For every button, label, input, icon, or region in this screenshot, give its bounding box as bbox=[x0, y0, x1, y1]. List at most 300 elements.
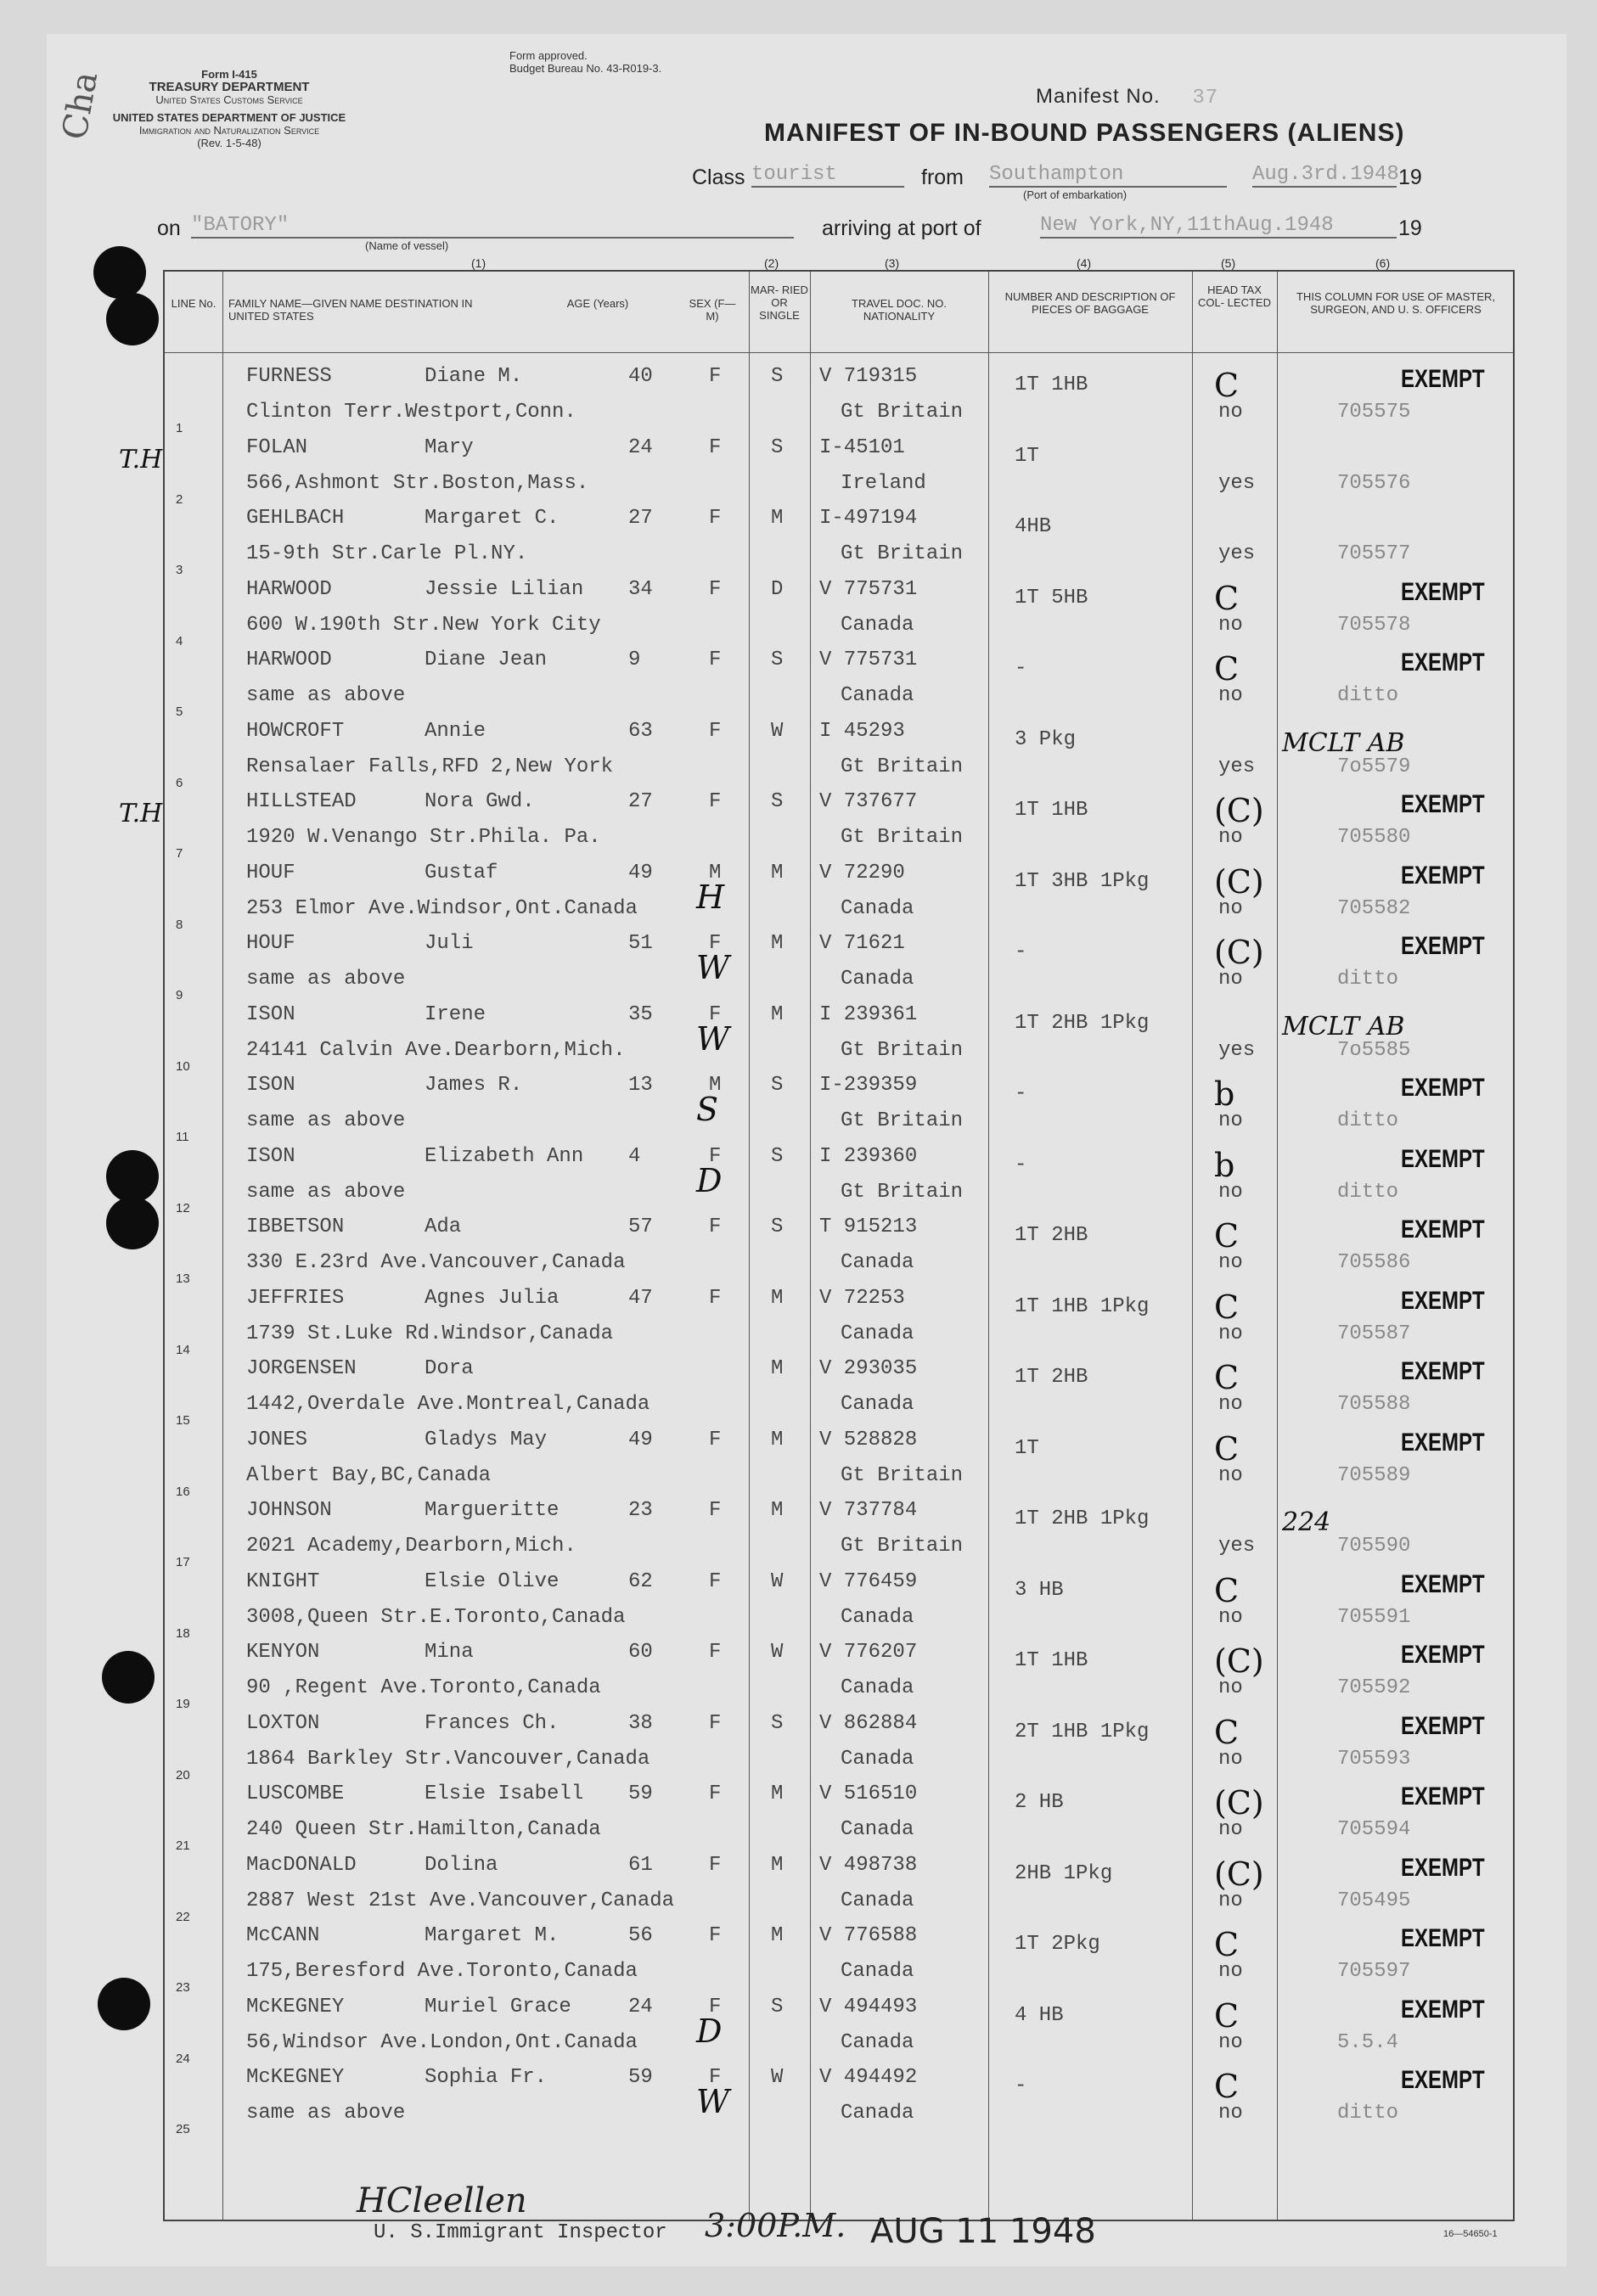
marital-status: S bbox=[771, 1144, 784, 1168]
sex: F bbox=[709, 1569, 722, 1593]
sex: F bbox=[709, 790, 722, 813]
marital-status: S bbox=[771, 435, 784, 459]
age: 49 bbox=[628, 861, 653, 884]
head-tax: no bbox=[1218, 401, 1243, 424]
binder-hole bbox=[106, 293, 159, 345]
col-num-4: (4) bbox=[1077, 256, 1092, 270]
exempt-stamp: EXEMPT bbox=[1401, 1711, 1485, 1740]
given-name: Mary bbox=[425, 435, 474, 459]
line-number: 25 bbox=[176, 2122, 190, 2136]
year-label-2: 19 bbox=[1398, 216, 1422, 240]
destination: 600 W.190th Str.New York City bbox=[246, 613, 601, 637]
head-tax: no bbox=[1218, 1818, 1243, 1841]
travel-doc-no: V 862884 bbox=[819, 1711, 918, 1735]
family-name: HOWCROFT bbox=[246, 719, 345, 743]
sex: F bbox=[709, 1144, 722, 1168]
head-tax-mark: C bbox=[1214, 1571, 1240, 1609]
departure-date: Aug.3rd.1948 bbox=[1252, 163, 1399, 186]
line-number: 13 bbox=[176, 1272, 190, 1286]
family-name: LOXTON bbox=[246, 1711, 320, 1735]
col-divider bbox=[988, 272, 989, 2220]
given-name: Elizabeth Ann bbox=[425, 1144, 584, 1168]
family-name: KENYON bbox=[246, 1641, 320, 1664]
head-tax-mark: C bbox=[1214, 1217, 1240, 1255]
travel-doc-no: T 915213 bbox=[819, 1215, 918, 1238]
handwritten-note: MCLT AB bbox=[1282, 1011, 1405, 1041]
sex: M bbox=[709, 861, 722, 884]
nationality: Canada bbox=[841, 1818, 914, 1841]
officer-note: 5.5.4 bbox=[1337, 2030, 1399, 2054]
line-number: 21 bbox=[176, 1838, 190, 1853]
destination: 3008,Queen Str.E.Toronto,Canada bbox=[246, 1605, 626, 1629]
nationality: Gt Britain bbox=[841, 1463, 964, 1487]
given-name: Dora bbox=[425, 1357, 474, 1380]
marital-status: S bbox=[771, 1215, 784, 1238]
col-divider bbox=[810, 272, 811, 2220]
travel-doc-no: V 72290 bbox=[819, 861, 905, 884]
age: 38 bbox=[628, 1711, 653, 1735]
age: 13 bbox=[628, 1074, 653, 1097]
nationality: Gt Britain bbox=[841, 542, 964, 565]
class-label: Class bbox=[692, 166, 745, 189]
head-tax: no bbox=[1218, 684, 1243, 707]
relationship-mark: W bbox=[696, 2083, 730, 2120]
officer-note: ditto bbox=[1337, 1180, 1399, 1204]
margin-initials: T.H bbox=[119, 444, 163, 474]
exempt-stamp: EXEMPT bbox=[1401, 1995, 1485, 2024]
destination: 253 Elmor Ave.Windsor,Ont.Canada bbox=[246, 896, 638, 920]
travel-doc-no: V 737677 bbox=[819, 790, 918, 813]
travel-doc-no: I 239360 bbox=[819, 1144, 918, 1168]
travel-doc-no: V 494493 bbox=[819, 1995, 918, 2018]
treasury-dept: TREASURY DEPARTMENT bbox=[149, 80, 310, 94]
age: 61 bbox=[628, 1853, 653, 1877]
line-number: 19 bbox=[176, 1697, 190, 1711]
head-tax: no bbox=[1218, 1109, 1243, 1132]
year-label-1: 19 bbox=[1398, 166, 1422, 189]
signature: HCleellen bbox=[357, 2181, 527, 2220]
baggage: 1T 2HB bbox=[1015, 1224, 1088, 1247]
relationship-mark: D bbox=[696, 1161, 723, 1199]
nationality: Gt Britain bbox=[841, 826, 964, 849]
given-name: James R. bbox=[425, 1074, 523, 1097]
form-approval bbox=[509, 49, 747, 75]
family-name: McKEGNEY bbox=[246, 2066, 345, 2089]
exempt-stamp: EXEMPT bbox=[1401, 861, 1485, 890]
nationality: Canada bbox=[841, 1747, 914, 1771]
age: 62 bbox=[628, 1569, 653, 1593]
head-tax: no bbox=[1218, 2102, 1243, 2125]
officer-note: 705589 bbox=[1337, 1463, 1411, 1487]
marital-status: M bbox=[771, 1782, 784, 1805]
marital-status: S bbox=[771, 790, 784, 813]
exempt-stamp: EXEMPT bbox=[1401, 577, 1485, 606]
officer-note: 705593 bbox=[1337, 1747, 1411, 1771]
baggage: - bbox=[1015, 1082, 1027, 1105]
age: 35 bbox=[628, 1002, 653, 1026]
th-head-tax: HEAD TAX COL- LECTED bbox=[1198, 283, 1271, 309]
officer-note: 705586 bbox=[1337, 1251, 1411, 1274]
age: 9 bbox=[628, 648, 641, 671]
given-name: Elsie Olive bbox=[425, 1569, 560, 1593]
baggage: 1T 1HB bbox=[1015, 373, 1088, 396]
nationality: Ireland bbox=[841, 471, 926, 495]
nationality: Gt Britain bbox=[841, 1535, 964, 1558]
officer-note: ditto bbox=[1337, 684, 1399, 707]
col-num-1: (1) bbox=[471, 256, 486, 270]
given-name: Mina bbox=[425, 1641, 474, 1664]
baggage: 3 Pkg bbox=[1015, 727, 1077, 751]
sex: F bbox=[709, 1002, 722, 1026]
nationality: Canada bbox=[841, 684, 914, 707]
family-name: HARWOOD bbox=[246, 648, 332, 671]
family-name: HOUF bbox=[246, 861, 295, 884]
head-tax-mark: C bbox=[1214, 579, 1240, 617]
family-name: HARWOOD bbox=[246, 577, 332, 601]
family-name: FURNESS bbox=[246, 365, 332, 388]
travel-doc-no: I-497194 bbox=[819, 507, 918, 530]
exempt-stamp: EXEMPT bbox=[1401, 1215, 1485, 1243]
on-label: on bbox=[157, 216, 181, 240]
marital-status: M bbox=[771, 1428, 784, 1451]
form-header bbox=[102, 68, 357, 149]
age: 49 bbox=[628, 1428, 653, 1451]
nationality: Gt Britain bbox=[841, 755, 964, 778]
head-tax-mark: C bbox=[1214, 1926, 1240, 1963]
head-tax-mark: b bbox=[1214, 1146, 1235, 1184]
travel-doc-no: V 494492 bbox=[819, 2066, 918, 2089]
given-name: Dolina bbox=[425, 1853, 498, 1877]
travel-doc-no: V 776588 bbox=[819, 1924, 918, 1947]
given-name: Frances Ch. bbox=[425, 1711, 560, 1735]
sex: F bbox=[709, 1711, 722, 1735]
officer-note: 705582 bbox=[1337, 896, 1411, 920]
nationality: Canada bbox=[841, 613, 914, 637]
destination: Rensalaer Falls,RFD 2,New York bbox=[246, 755, 614, 778]
line-number: 16 bbox=[176, 1484, 190, 1499]
age: 63 bbox=[628, 719, 653, 743]
inspector-label: U. S.Immigrant Inspector bbox=[374, 2221, 667, 2244]
baggage: 2T 1HB 1Pkg bbox=[1015, 1720, 1150, 1743]
vessel-caption: (Name of vessel) bbox=[365, 239, 449, 252]
sex: F bbox=[709, 719, 722, 743]
given-name: Diane M. bbox=[425, 365, 523, 388]
baggage: - bbox=[1015, 2074, 1027, 2097]
sex: F bbox=[709, 932, 722, 955]
age: 40 bbox=[628, 365, 653, 388]
baggage: 1T 3HB 1Pkg bbox=[1015, 869, 1150, 893]
age: 59 bbox=[628, 1782, 653, 1805]
head-tax: no bbox=[1218, 1180, 1243, 1204]
given-name: Ada bbox=[425, 1215, 462, 1238]
age: 56 bbox=[628, 1924, 653, 1947]
given-name: Nora Gwd. bbox=[425, 790, 535, 813]
head-tax-mark: (C) bbox=[1214, 1855, 1264, 1893]
th-officers: THIS COLUMN FOR USE OF MASTER, SURGEON, AND U. S. OFFICERS bbox=[1296, 290, 1495, 316]
handwritten-note: 224 bbox=[1282, 1507, 1331, 1537]
th-married: MAR- RIED OR SINGLE bbox=[751, 283, 808, 322]
line-number: 6 bbox=[176, 775, 183, 790]
given-name: Irene bbox=[425, 1002, 486, 1026]
given-name: Gladys May bbox=[425, 1428, 548, 1451]
marital-status: D bbox=[771, 577, 784, 601]
line-number: 7 bbox=[176, 846, 183, 861]
manifest-number bbox=[1036, 85, 1218, 109]
officer-note: 705597 bbox=[1337, 1960, 1411, 1983]
family-name: MacDONALD bbox=[246, 1853, 357, 1877]
family-name: HILLSTEAD bbox=[246, 790, 357, 813]
nationality: Canada bbox=[841, 1251, 914, 1274]
nationality: Canada bbox=[841, 968, 914, 991]
port-caption: (Port of embarkation) bbox=[1023, 188, 1127, 201]
exempt-stamp: EXEMPT bbox=[1401, 648, 1485, 676]
officer-note: 705576 bbox=[1337, 471, 1411, 495]
age: 27 bbox=[628, 507, 653, 530]
head-tax: no bbox=[1218, 1393, 1243, 1416]
officer-note: 705575 bbox=[1337, 401, 1411, 424]
head-tax-mark: C bbox=[1214, 1359, 1240, 1396]
head-tax-mark: C bbox=[1214, 1996, 1240, 2035]
given-name: Juli bbox=[425, 932, 474, 955]
destination: same as above bbox=[246, 1109, 406, 1132]
family-name: JORGENSEN bbox=[246, 1357, 357, 1380]
marital-status: M bbox=[771, 1002, 784, 1026]
travel-doc-no: I 239361 bbox=[819, 1002, 918, 1026]
head-tax: yes bbox=[1218, 1535, 1256, 1558]
exempt-stamp: EXEMPT bbox=[1401, 1924, 1485, 1952]
travel-doc-no: V 71621 bbox=[819, 932, 905, 955]
baggage: 4 HB bbox=[1015, 2003, 1064, 2027]
marital-status: S bbox=[771, 648, 784, 671]
destination: Albert Bay,BC,Canada bbox=[246, 1463, 492, 1487]
marital-status: S bbox=[771, 365, 784, 388]
baggage: 1T 1HB 1Pkg bbox=[1015, 1294, 1150, 1318]
travel-doc-no: V 737784 bbox=[819, 1499, 918, 1522]
officer-note: 705591 bbox=[1337, 1605, 1411, 1629]
line-number: 23 bbox=[176, 1980, 190, 1995]
destination: 24141 Calvin Ave.Dearborn,Mich. bbox=[246, 1038, 626, 1062]
head-tax-mark: C bbox=[1214, 650, 1240, 688]
line-number: 8 bbox=[176, 917, 183, 932]
marital-status: W bbox=[771, 1641, 784, 1664]
line-number: 9 bbox=[176, 988, 183, 1002]
head-tax: no bbox=[1218, 1676, 1243, 1699]
class-value: tourist bbox=[751, 163, 904, 188]
arrival-port: New York,NY,11thAug.1948 bbox=[1040, 214, 1397, 239]
binder-hole bbox=[106, 1197, 159, 1249]
travel-doc-no: V 498738 bbox=[819, 1853, 918, 1877]
family-name: GEHLBACH bbox=[246, 507, 345, 530]
destination: 1739 St.Luke Rd.Windsor,Canada bbox=[246, 1322, 614, 1345]
line-number: 18 bbox=[176, 1625, 190, 1641]
baggage: 1T 1HB bbox=[1015, 799, 1088, 822]
exempt-stamp: EXEMPT bbox=[1401, 1428, 1485, 1457]
travel-doc-no: V 776459 bbox=[819, 1569, 918, 1593]
sex: F bbox=[709, 2066, 722, 2089]
sex: F bbox=[709, 1499, 722, 1522]
head-tax: no bbox=[1218, 1960, 1243, 1983]
form-number: Form I-415 bbox=[201, 68, 257, 81]
given-name: Gustaf bbox=[425, 861, 498, 884]
officer-note: 705590 bbox=[1337, 1535, 1411, 1558]
age: 4 bbox=[628, 1144, 641, 1168]
head-tax-mark: (C) bbox=[1214, 792, 1264, 829]
col-num-5: (5) bbox=[1221, 256, 1236, 270]
line-number: 11 bbox=[176, 1130, 189, 1144]
binder-hole bbox=[106, 1150, 159, 1203]
head-tax: no bbox=[1218, 1747, 1243, 1771]
age: 34 bbox=[628, 577, 653, 601]
sex: F bbox=[709, 1782, 722, 1805]
family-name: ISON bbox=[246, 1002, 295, 1026]
officer-note: ditto bbox=[1337, 968, 1399, 991]
destination: same as above bbox=[246, 968, 406, 991]
th-age: AGE (Years) bbox=[566, 297, 629, 310]
head-tax: no bbox=[1218, 826, 1243, 849]
age: 47 bbox=[628, 1286, 653, 1310]
binder-hole bbox=[93, 246, 146, 299]
travel-doc-no: I-239359 bbox=[819, 1074, 918, 1097]
exempt-stamp: EXEMPT bbox=[1401, 1286, 1485, 1315]
binder-hole bbox=[98, 1978, 150, 2030]
family-name: ISON bbox=[246, 1074, 295, 1097]
head-tax-mark: (C) bbox=[1214, 1784, 1264, 1822]
line-number: 5 bbox=[176, 705, 183, 719]
nationality: Canada bbox=[841, 1676, 914, 1699]
arriving-label: arriving at port of bbox=[822, 216, 981, 240]
destination: same as above bbox=[246, 684, 406, 707]
destination: same as above bbox=[246, 1180, 406, 1204]
form-code: 16—54650-1 bbox=[1443, 2229, 1498, 2239]
destination: 175,Beresford Ave.Toronto,Canada bbox=[246, 1960, 638, 1983]
given-name: Margaret C. bbox=[425, 507, 560, 530]
officer-note: ditto bbox=[1337, 1109, 1399, 1132]
sex: F bbox=[709, 365, 722, 388]
line-number: 2 bbox=[176, 491, 183, 507]
col-num-2: (2) bbox=[764, 256, 779, 270]
baggage: 3 HB bbox=[1015, 1578, 1064, 1602]
vessel-name: "BATORY" bbox=[191, 214, 794, 239]
given-name: Diane Jean bbox=[425, 648, 548, 671]
sex: F bbox=[709, 1428, 722, 1451]
col-divider bbox=[749, 272, 750, 2220]
head-tax: no bbox=[1218, 1251, 1243, 1274]
line-number: 14 bbox=[176, 1342, 190, 1357]
nationality: Canada bbox=[841, 2030, 914, 2054]
head-tax-mark: C bbox=[1214, 1288, 1240, 1326]
exempt-stamp: EXEMPT bbox=[1401, 1853, 1485, 1882]
age: 24 bbox=[628, 435, 653, 459]
age: 23 bbox=[628, 1499, 653, 1522]
head-tax-mark: C bbox=[1214, 1429, 1240, 1468]
head-tax-mark: b bbox=[1214, 1075, 1235, 1113]
officer-note: 705592 bbox=[1337, 1676, 1411, 1699]
nationality: Canada bbox=[841, 1889, 914, 1912]
family-name: FOLAN bbox=[246, 435, 308, 459]
sex: F bbox=[709, 648, 722, 671]
nationality: Canada bbox=[841, 896, 914, 920]
col-divider bbox=[1277, 272, 1278, 2220]
travel-doc-no: V 775731 bbox=[819, 648, 918, 671]
exempt-stamp: EXEMPT bbox=[1401, 790, 1485, 818]
family-name: IBBETSON bbox=[246, 1215, 345, 1238]
marital-status: M bbox=[771, 1924, 784, 1947]
age: 59 bbox=[628, 2066, 653, 2089]
sex: F bbox=[709, 1641, 722, 1664]
baggage: - bbox=[1015, 657, 1027, 680]
marital-status: S bbox=[771, 1711, 784, 1735]
travel-doc-no: V 516510 bbox=[819, 1782, 918, 1805]
sex: F bbox=[709, 577, 722, 601]
sex: F bbox=[709, 1924, 722, 1947]
exempt-stamp: EXEMPT bbox=[1401, 1569, 1485, 1598]
margin-initials: T.H bbox=[119, 799, 163, 828]
travel-doc-no: I-45101 bbox=[819, 435, 905, 459]
exempt-stamp: EXEMPT bbox=[1401, 1782, 1485, 1810]
nationality: Canada bbox=[841, 1960, 914, 1983]
line-number: 10 bbox=[176, 1058, 190, 1074]
baggage: 1T 2HB 1Pkg bbox=[1015, 1507, 1150, 1530]
th-sex: SEX (F—M) bbox=[689, 297, 736, 323]
family-name: JOHNSON bbox=[246, 1499, 332, 1522]
head-tax: no bbox=[1218, 1463, 1243, 1487]
line-number: 17 bbox=[176, 1555, 190, 1569]
destination: 566,Ashmont Str.Boston,Mass. bbox=[246, 471, 589, 495]
sex: F bbox=[709, 1853, 722, 1877]
marital-status: W bbox=[771, 2066, 784, 2089]
marital-status: S bbox=[771, 1995, 784, 2018]
destination: 330 E.23rd Ave.Vancouver,Canada bbox=[246, 1251, 626, 1274]
head-tax: no bbox=[1218, 968, 1243, 991]
travel-doc-no: V 776207 bbox=[819, 1641, 918, 1664]
baggage: 1T 1HB bbox=[1015, 1649, 1088, 1672]
marital-status: M bbox=[771, 1853, 784, 1877]
head-tax: yes bbox=[1218, 542, 1256, 565]
travel-doc-no: V 775731 bbox=[819, 577, 918, 601]
inspection-time: 3:00P.M. bbox=[705, 2207, 846, 2244]
head-tax: no bbox=[1218, 2030, 1243, 2054]
family-name: McCANN bbox=[246, 1924, 320, 1947]
line-number: 22 bbox=[176, 1909, 190, 1924]
handwritten-note: MCLT AB bbox=[1282, 727, 1405, 758]
nationality: Gt Britain bbox=[841, 1180, 964, 1204]
head-tax: yes bbox=[1218, 471, 1256, 495]
manifest-no-value: 37 bbox=[1192, 87, 1219, 109]
justice-dept: UNITED STATES DEPARTMENT OF JUSTICE bbox=[112, 111, 346, 124]
officer-note: 705577 bbox=[1337, 542, 1411, 565]
line-number: 20 bbox=[176, 1767, 190, 1782]
age: 57 bbox=[628, 1215, 653, 1238]
officer-note: 7o5585 bbox=[1337, 1038, 1411, 1062]
head-tax: no bbox=[1218, 896, 1243, 920]
sex: F bbox=[709, 1215, 722, 1238]
marital-status: M bbox=[771, 1357, 784, 1380]
given-name: Muriel Grace bbox=[425, 1995, 571, 2018]
head-tax-mark: C bbox=[1214, 1713, 1240, 1751]
head-tax-mark: (C) bbox=[1214, 934, 1264, 971]
officer-note: 705580 bbox=[1337, 826, 1411, 849]
line-number: 15 bbox=[176, 1413, 190, 1428]
marital-status: W bbox=[771, 719, 784, 743]
family-name: McKEGNEY bbox=[246, 1995, 345, 2018]
head-tax-mark: (C) bbox=[1214, 1642, 1264, 1680]
baggage: 1T 2Pkg bbox=[1015, 1933, 1100, 1956]
officer-note: 705587 bbox=[1337, 1322, 1411, 1345]
relationship-mark: S bbox=[696, 1091, 719, 1128]
head-tax: no bbox=[1218, 613, 1243, 637]
port-of-embarkation: Southampton bbox=[989, 163, 1227, 188]
nationality: Canada bbox=[841, 1393, 914, 1416]
